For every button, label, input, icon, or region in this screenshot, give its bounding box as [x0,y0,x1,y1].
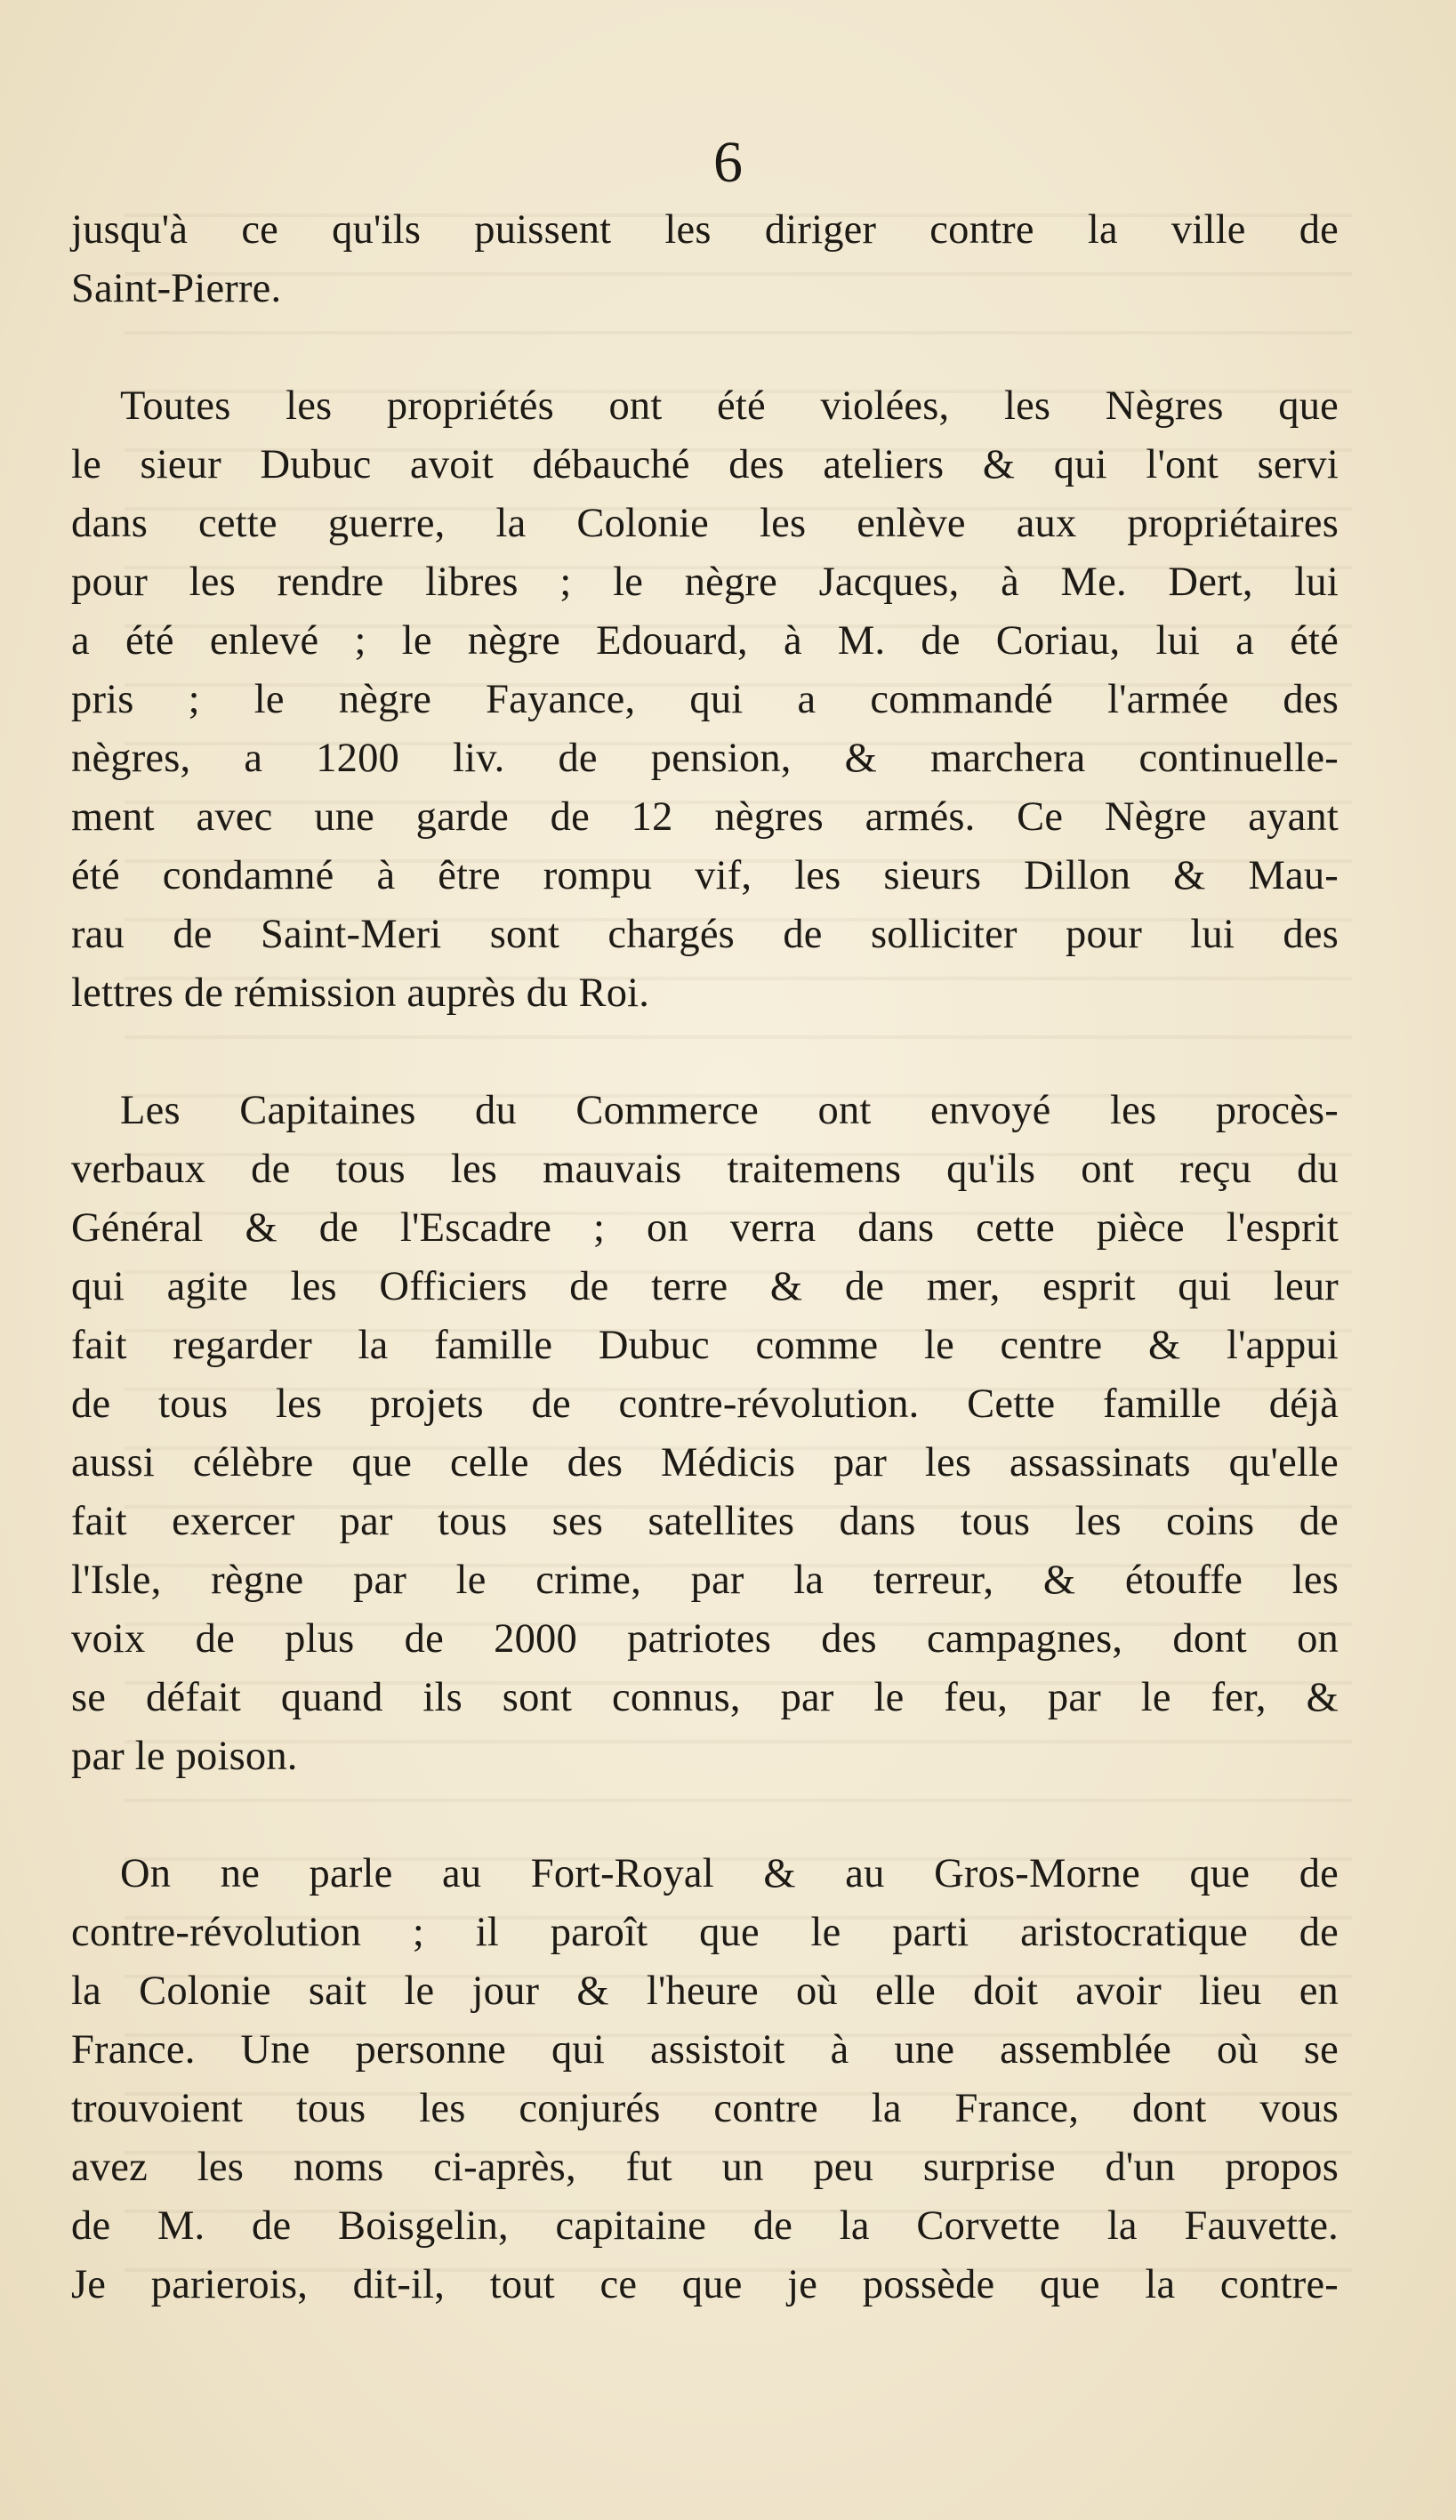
text-line: contre-révolution ; il paroît que le parti aristocratique de [71,1910,1339,1955]
text-line: de M. de Boisgelin, capitaine de la Corvette la Fauvette. [71,2203,1339,2249]
text-line: pris ; le nègre Fayance, qui a commandé l'armée des [71,677,1339,722]
text-line: Les Capitaines du Commerce ont envoyé les procès- [120,1088,1339,1133]
text-line: jusqu'à ce qu'ils puissent les diriger contre la ville de [71,207,1339,253]
text-line: ment avec une garde de 12 nègres armés. Ce Nègre ayant [71,794,1339,840]
paragraph-2 [71,377,1339,1023]
text-line: France. Une personne qui assistoit à une assemblée où se [71,2027,1339,2073]
text-line: fait exercer par tous ses satellites dans tous les coins de [71,1499,1339,1544]
text-line: Général & de l'Escadre ; on verra dans cette pièce l'esprit [71,1205,1339,1251]
text-line: l'Isle, règne par le crime, par la terreur, & étouffe les [71,1558,1339,1603]
text-line: On ne parle au Fort-Royal & au Gros-Morne que de [120,1851,1339,1896]
text-line: se défait quand ils sont connus, par le feu, par le fer, & [71,1675,1339,1720]
text-line: trouvoient tous les conjurés contre la France, dont vous [71,2086,1339,2131]
text-line: par le poison. [71,1734,298,1779]
text-line: Saint-Pierre. [71,266,282,311]
text-line: la Colonie sait le jour & l'heure où elle doit avoir lieu en [71,1968,1339,2014]
text-line: lettres de rémission auprès du Roi. [71,970,650,1016]
text-line: avez les noms ci-après, fut un peu surprise d'un propos [71,2145,1339,2190]
text-line: pour les rendre libres ; le nègre Jacques, à Me. Dert, lui [71,560,1339,605]
text-line: de tous les projets de contre-révolution. Cette famille déjà [71,1381,1339,1427]
text-line: qui agite les Officiers de terre & de mer, esprit qui leur [71,1264,1339,1309]
text-line: dans cette guerre, la Colonie les enlève aux propriétaires [71,501,1339,546]
text-line: aussi célèbre que celle des Médicis par les assassinats qu'elle [71,1440,1339,1485]
text-line: a été enlevé ; le nègre Edouard, à M. de Coriau, lui a été [71,618,1339,664]
paragraph-4 [71,1845,1339,2315]
text-line: Je parierois, dit-il, tout ce que je possède que la contre- [71,2262,1339,2307]
body-text [71,201,1339,2315]
text-line: rau de Saint-Meri sont chargés de solliciter pour lui des [71,912,1339,957]
paragraph-3 [71,1082,1339,1786]
paragraph-1 [71,201,1339,318]
page-number: 6 [713,130,743,195]
text-line: fait regarder la famille Dubuc comme le centre & l'appui [71,1323,1339,1368]
text-line: verbaux de tous les mauvais traitemens qu'ils ont reçu du [71,1147,1339,1192]
text-line: été condamné à être rompu vif, les sieurs Dillon & Mau- [71,853,1339,898]
text-line: le sieur Dubuc avoit débauché des ateliers & qui l'ont servi [71,442,1339,487]
text-line: Toutes les propriétés ont été violées, les Nègres que [120,383,1339,429]
text-line: voix de plus de 2000 patriotes des campagnes, dont on [71,1616,1339,1662]
text-line: nègres, a 1200 liv. de pension, & marchera continuelle- [71,736,1339,781]
